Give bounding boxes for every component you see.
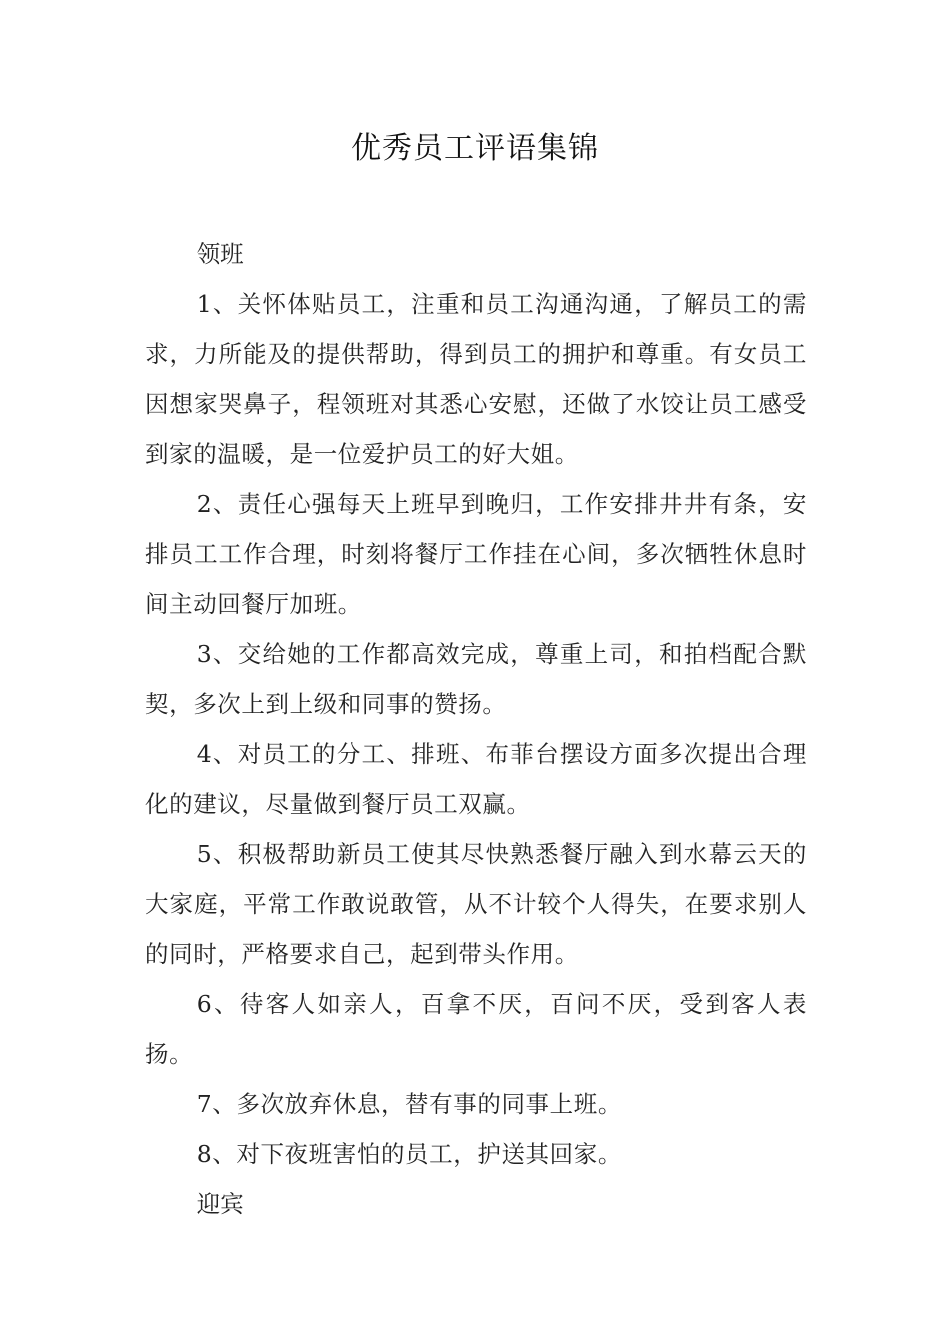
- paragraph-2: 2、责任心强每天上班早到晚归，工作安排井井有条，安排员工工作合理，时刻将餐厅工作挂在心间，多次牺牲休息时间主动回餐厅加班。: [145, 490, 807, 618]
- paragraph-7: 7、多次放弃休息，替有事的同事上班。: [196, 1090, 622, 1118]
- document-title: 优秀员工评语集锦: [351, 131, 599, 166]
- paragraph-3: 3、交给她的工作都高效完成，尊重上司，和拍档配合默契，多次上到上级和同事的赞扬。: [145, 640, 807, 718]
- document-body: [145, 229, 807, 1229]
- paragraph-1: 1、关怀体贴员工，注重和员工沟通沟通，了解员工的需求，力所能及的提供帮助，得到员工的拥护和尊重。有女员工因想家哭鼻子，程领班对其悉心安慰，还做了水饺让员工感受到家的温暖，是一位爱护员工的好大姐。: [145, 290, 807, 468]
- paragraph-8: 8、对下夜班害怕的员工，护送其回家。: [196, 1140, 622, 1168]
- section-heading-yingbin: 迎宾: [196, 1190, 244, 1218]
- section-heading-lingban: 领班: [196, 240, 244, 268]
- paragraph-5: 5、积极帮助新员工使其尽快熟悉餐厅融入到水幕云天的大家庭，平常工作敢说敢管，从不计较个人得失，在要求别人的同时，严格要求自己，起到带头作用。: [145, 840, 807, 968]
- paragraph-4: 4、对员工的分工、排班、布菲台摆设方面多次提出合理化的建议，尽量做到餐厅员工双赢。: [145, 740, 807, 818]
- paragraph-6: 6、待客人如亲人，百拿不厌，百问不厌，受到客人表扬。: [145, 990, 807, 1068]
